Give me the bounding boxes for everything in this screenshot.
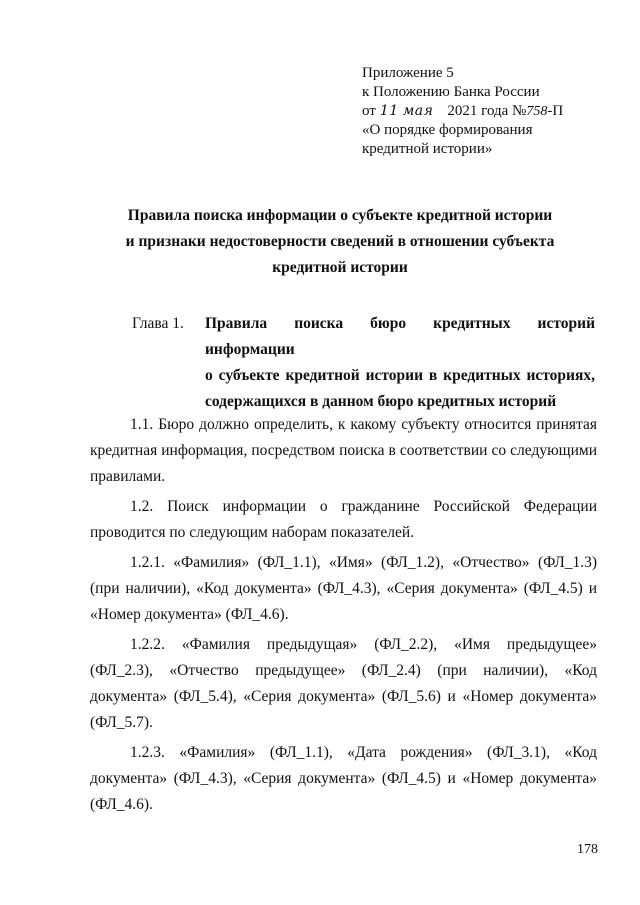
appendix-line-1: Приложение 5 xyxy=(362,65,454,81)
handwritten-day: 11 xyxy=(379,103,399,119)
chapter-title-line-3: содержащихся в данном бюро кредитных историй xyxy=(205,393,557,410)
number-suffix: -П xyxy=(547,103,564,119)
chapter-title xyxy=(205,311,595,415)
date-year: 2021 года № xyxy=(447,103,527,119)
appendix-line-4: «О порядке формирования xyxy=(362,122,533,138)
chapter-title-line-2: о субъекте кредитной истории в кредитных историях, xyxy=(205,367,595,384)
appendix-line-2: к Положению Банка России xyxy=(362,84,540,100)
paragraph-1-2: 1.2. Поиск информации о гражданине Российской Федерации проводится по следующим наборам показателей. xyxy=(90,498,597,541)
appendix-line-5: кредитной истории» xyxy=(362,141,493,157)
paragraph-1-2-3: 1.2.3. «Фамилия» (ФЛ_1.1), «Дата рождения» (ФЛ_3.1), «Код документа» (ФЛ_4.3), «Серия документа» (ФЛ_4.5) и «Номер документа» (ФЛ_4.6). xyxy=(90,744,597,813)
appendix-date-line xyxy=(362,102,622,121)
chapter-label: Глава 1. xyxy=(132,315,184,332)
paragraph-1-1: 1.1. Бюро должно определить, к какому субъекту относится принятая кредитная информация, посредством поиска в соответствии со следующими правилами. xyxy=(90,416,597,485)
title-line-2: и признаки недостоверности сведений в отношении субъекта xyxy=(125,233,555,250)
paragraph-1-2-1: 1.2.1. «Фамилия» (ФЛ_1.1), «Имя» (ФЛ_1.2), «Отчество» (ФЛ_1.3) (при наличии), «Код документа» (ФЛ_4.3), «Серия документа» (ФЛ_4.5) и «Номер документа» (ФЛ_4.6). xyxy=(90,554,597,623)
appendix-block xyxy=(362,64,622,159)
handwritten-month: мая xyxy=(402,103,434,119)
chapter-title-line-1: Правила поиска бюро кредитных историй информации xyxy=(205,315,595,358)
date-prefix: от xyxy=(362,103,376,119)
body-text xyxy=(90,412,597,822)
handwritten-number: 758 xyxy=(526,104,548,119)
title-line-3: кредитной истории xyxy=(272,259,408,276)
document-title xyxy=(70,203,610,281)
page-number: 178 xyxy=(577,842,598,857)
paragraph-1-2-2: 1.2.2. «Фамилия предыдущая» (ФЛ_2.2), «Имя предыдущее» (ФЛ_2.3), «Отчество предыдущее» (ФЛ_2.4) (при наличии), «Код документа» (ФЛ_5.4), «Серия документа» (ФЛ_5.6) и «Номер документа» (ФЛ_5.7). xyxy=(90,636,597,731)
title-line-1: Правила поиска информации о субъекте кредитной истории xyxy=(127,207,553,224)
